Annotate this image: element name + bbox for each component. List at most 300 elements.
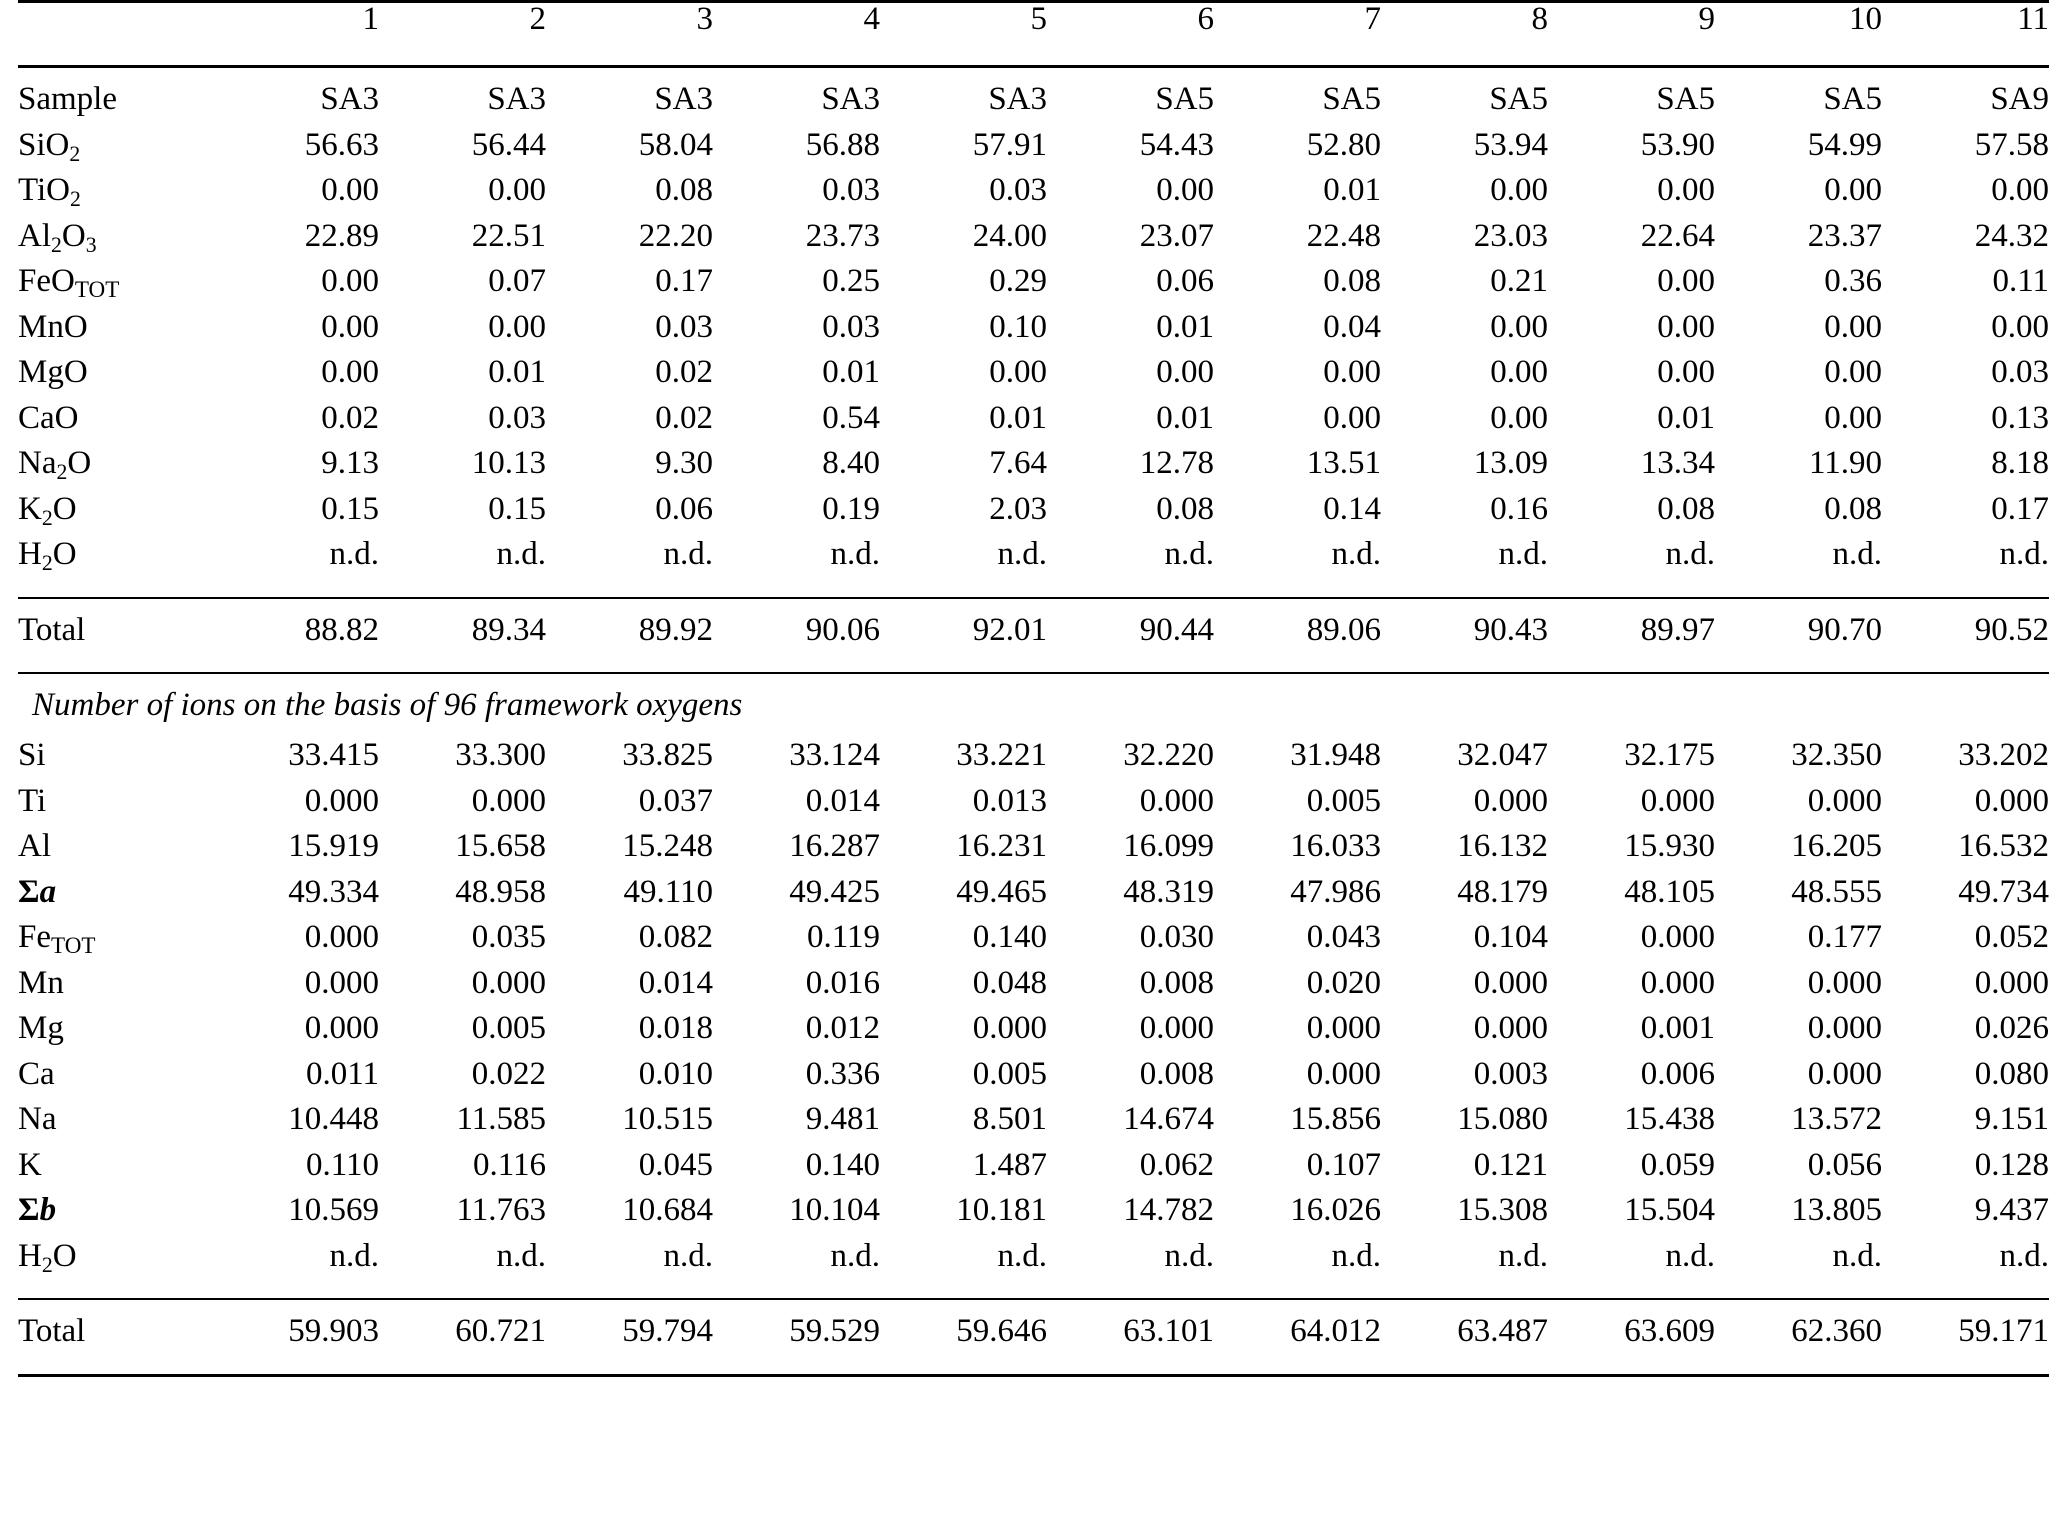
- cell-FeOTOT-col7: 0.08: [1323, 263, 1381, 299]
- row-label-Al: Al: [18, 828, 51, 864]
- cell-Si-col6: 32.220: [1123, 737, 1214, 773]
- cell-K-col5: 1.487: [972, 1146, 1047, 1183]
- cell-Σb-col10: 13.805: [1791, 1192, 1882, 1228]
- cell-FeOTOT-col6: 0.06: [1156, 263, 1214, 299]
- cell-MnO-col8: 0.00: [1490, 308, 1548, 345]
- cell-Al-col10: 16.205: [1791, 828, 1882, 864]
- cell-Na2O-col6: 12.78: [1139, 445, 1214, 481]
- cell-Σa-col9: 48.105: [1624, 873, 1715, 910]
- cell-Ca-col4: 0.336: [805, 1055, 880, 1092]
- cell-Total-col7: 64.012: [1290, 1313, 1381, 1349]
- cell-K2O-col9: 0.08: [1657, 490, 1715, 527]
- cell-K2O-col5: 2.03: [989, 490, 1047, 527]
- cell-Σa-col4: 49.425: [789, 873, 880, 910]
- cell-Ca-col9: 0.006: [1640, 1055, 1715, 1092]
- row-label-H2O: $H_2O$: [18, 1237, 77, 1277]
- cell-H2O-col8: n.d.: [1498, 536, 1548, 572]
- cell-K2O-col6: 0.08: [1156, 490, 1214, 527]
- cell-Sample-col6: SA5: [1155, 81, 1214, 117]
- cell-FeTOT-col10: 0.177: [1807, 919, 1882, 955]
- cell-Σa-col3: 49.110: [623, 873, 713, 910]
- row-label-FeOTOT: FeO$_{TOT}$: [18, 263, 120, 303]
- cell-FeTOT-col7: 0.043: [1306, 919, 1381, 955]
- cell-Σb-col6: 14.782: [1123, 1192, 1214, 1228]
- cell-TiO2-col10: 0.00: [1824, 172, 1882, 208]
- cell-Al2O3-col3: 22.20: [638, 217, 713, 254]
- cell-TiO2-col3: 0.08: [655, 172, 713, 208]
- cell-Al-col5: 16.231: [956, 828, 1047, 864]
- column-header-8: 8: [1531, 1, 1548, 37]
- cell-Sample-col7: SA5: [1322, 81, 1381, 117]
- cell-Ca-col6: 0.008: [1139, 1055, 1214, 1092]
- cell-Na-col3: 10.515: [622, 1101, 713, 1137]
- cell-Al2O3-col8: 23.03: [1473, 217, 1548, 254]
- ion-row-Mg: [18, 1012, 2049, 1058]
- ion-row-Mn: [18, 967, 2049, 1013]
- oxide-row-Na2O: [18, 447, 2049, 493]
- cell-K2O-col2: 0.15: [488, 490, 546, 527]
- cell-Mg-col1: 0.000: [304, 1010, 379, 1046]
- cell-H2O-col7: n.d.: [1331, 536, 1381, 572]
- cell-MgO-col5: 0.00: [989, 354, 1047, 390]
- cell-H2O-col1: n.d.: [329, 1237, 379, 1274]
- cell-FeTOT-col8: 0.104: [1473, 919, 1548, 955]
- cell-Total-col2: 60.721: [455, 1313, 546, 1349]
- cell-Total-col1: 59.903: [288, 1313, 379, 1349]
- cell-MnO-col1: 0.00: [321, 308, 379, 345]
- cell-FeOTOT-col3: 0.17: [655, 263, 713, 299]
- cell-H2O-col3: n.d.: [663, 536, 713, 572]
- cell-MnO-col9: 0.00: [1657, 308, 1715, 345]
- row-label-Σa: Σa: [18, 873, 57, 910]
- cell-Total-col8: 63.487: [1457, 1313, 1548, 1349]
- cell-FeTOT-col3: 0.082: [638, 919, 713, 955]
- cell-Total-col8: 90.43: [1473, 611, 1548, 648]
- cell-Si-col7: 31.948: [1290, 737, 1381, 773]
- cell-MgO-col11: 0.03: [1991, 354, 2049, 390]
- cell-Mg-col11: 0.026: [1974, 1010, 2049, 1046]
- cell-TiO2-col1: 0.00: [321, 172, 379, 208]
- cell-Ca-col10: 0.000: [1807, 1055, 1882, 1092]
- oxide-row-CaO: [18, 402, 2049, 448]
- column-header-6: 6: [1197, 1, 1214, 37]
- geochemistry-data-table: [18, 0, 2049, 1377]
- cell-Na2O-col2: 10.13: [471, 445, 546, 481]
- cell-Al-col7: 16.033: [1290, 828, 1381, 864]
- cell-Al-col4: 16.287: [789, 828, 880, 864]
- cell-Ti-col1: 0.000: [304, 782, 379, 819]
- cell-SiO2-col6: 54.43: [1139, 126, 1214, 163]
- cell-MgO-col6: 0.00: [1156, 354, 1214, 390]
- ions-section-header: Number of ions on the basis of 96 framework oxygens: [32, 687, 743, 723]
- cell-Na2O-col8: 13.09: [1473, 445, 1548, 481]
- cell-SiO2-col8: 53.94: [1473, 126, 1548, 163]
- cell-MgO-col7: 0.00: [1323, 354, 1381, 390]
- table-body: [18, 0, 2049, 1377]
- column-header-1: 1: [362, 1, 379, 37]
- column-header-11: 11: [2017, 1, 2049, 37]
- cell-Total-col9: 63.609: [1624, 1313, 1715, 1349]
- cell-TiO2-col11: 0.00: [1991, 172, 2049, 208]
- cell-Al2O3-col11: 24.32: [1974, 217, 2049, 254]
- cell-K2O-col8: 0.16: [1490, 490, 1548, 527]
- cell-K2O-col11: 0.17: [1991, 490, 2049, 527]
- cell-K-col9: 0.059: [1640, 1146, 1715, 1183]
- cell-Total-col2: 89.34: [471, 611, 546, 648]
- cell-Ti-col7: 0.005: [1306, 782, 1381, 819]
- cell-TiO2-col5: 0.03: [989, 172, 1047, 208]
- cell-CaO-col9: 0.01: [1657, 399, 1715, 436]
- cell-Na-col9: 15.438: [1624, 1101, 1715, 1137]
- cell-CaO-col4: 0.54: [822, 399, 880, 436]
- cell-Σa-col5: 49.465: [956, 873, 1047, 910]
- cell-MnO-col6: 0.01: [1156, 308, 1214, 345]
- row-label-Ca: Ca: [18, 1055, 55, 1092]
- cell-Ca-col8: 0.003: [1473, 1055, 1548, 1092]
- cell-Sample-col9: SA5: [1656, 81, 1715, 117]
- cell-Si-col11: 33.202: [1958, 737, 2049, 773]
- cell-CaO-col7: 0.00: [1323, 399, 1381, 436]
- cell-FeOTOT-col11: 0.11: [1992, 263, 2049, 299]
- cell-FeTOT-col9: 0.000: [1640, 919, 1715, 955]
- column-header-2: 2: [529, 1, 546, 37]
- cell-Al2O3-col5: 24.00: [972, 217, 1047, 254]
- cell-K2O-col7: 0.14: [1323, 490, 1381, 527]
- column-header-row: [18, 3, 2049, 65]
- cell-Σb-col11: 9.437: [1974, 1192, 2049, 1228]
- cell-H2O-col10: n.d.: [1832, 536, 1882, 572]
- cell-Σb-col8: 15.308: [1457, 1192, 1548, 1228]
- column-header-5: 5: [1030, 1, 1047, 37]
- cell-Total-col6: 63.101: [1123, 1313, 1214, 1349]
- cell-Na-col4: 9.481: [805, 1101, 880, 1137]
- cell-MgO-col8: 0.00: [1490, 354, 1548, 390]
- row-label-MgO: MgO: [18, 354, 88, 390]
- row-label-MnO: MnO: [18, 308, 88, 345]
- row-label-CaO: CaO: [18, 399, 79, 436]
- cell-Na2O-col1: 9.13: [321, 445, 379, 481]
- cell-Σa-col11: 49.734: [1958, 873, 2049, 910]
- ions-total-rule: [18, 1285, 2049, 1315]
- cell-H2O-col5: n.d.: [997, 1237, 1047, 1274]
- cell-Mg-col4: 0.012: [805, 1010, 880, 1046]
- cell-Ti-col11: 0.000: [1974, 782, 2049, 819]
- cell-Mg-col8: 0.000: [1473, 1010, 1548, 1046]
- cell-K-col3: 0.045: [638, 1146, 713, 1183]
- cell-K2O-col1: 0.15: [321, 490, 379, 527]
- cell-Sample-col10: SA5: [1823, 81, 1882, 117]
- cell-Total-col6: 90.44: [1139, 611, 1214, 648]
- cell-Al2O3-col6: 23.07: [1139, 217, 1214, 254]
- cell-TiO2-col8: 0.00: [1490, 172, 1548, 208]
- cell-Total-col7: 89.06: [1306, 611, 1381, 648]
- cell-Total-col11: 90.52: [1974, 611, 2049, 648]
- cell-Na2O-col3: 9.30: [655, 445, 713, 481]
- cell-TiO2-col2: 0.00: [488, 172, 546, 208]
- ion-row-Ti: [18, 785, 2049, 831]
- row-label-Al2O3: $Al_2O_3$: [18, 217, 97, 257]
- cell-FeOTOT-col5: 0.29: [989, 263, 1047, 299]
- cell-SiO2-col11: 57.58: [1974, 126, 2049, 163]
- cell-CaO-col3: 0.02: [655, 399, 713, 436]
- cell-Na-col7: 15.856: [1290, 1101, 1381, 1137]
- cell-Si-col4: 33.124: [789, 737, 880, 773]
- cell-Mn-col4: 0.016: [805, 964, 880, 1001]
- cell-CaO-col6: 0.01: [1156, 399, 1214, 436]
- cell-H2O-col9: n.d.: [1665, 536, 1715, 572]
- cell-K-col8: 0.121: [1473, 1146, 1548, 1183]
- cell-FeTOT-col6: 0.030: [1139, 919, 1214, 955]
- cell-Al-col6: 16.099: [1123, 828, 1214, 864]
- cell-Mn-col7: 0.020: [1306, 964, 1381, 1001]
- oxide-row-FeOTOT: [18, 265, 2049, 311]
- oxide-row-MnO: [18, 311, 2049, 357]
- cell-Si-col2: 33.300: [455, 737, 546, 773]
- cell-FeTOT-col2: 0.035: [471, 919, 546, 955]
- cell-Si-col1: 33.415: [288, 737, 379, 773]
- cell-H2O-col11: n.d.: [1999, 536, 2049, 572]
- cell-Sample-col1: SA3: [320, 81, 379, 117]
- cell-FeOTOT-col10: 0.36: [1824, 263, 1882, 299]
- row-label-Total: Total: [18, 611, 86, 648]
- cell-Total-col9: 89.97: [1640, 611, 1715, 648]
- cell-Mg-col10: 0.000: [1807, 1010, 1882, 1046]
- cell-FeOTOT-col8: 0.21: [1490, 263, 1548, 299]
- column-header-9: 9: [1698, 1, 1715, 37]
- cell-Σa-col8: 48.179: [1457, 873, 1548, 910]
- cell-MnO-col7: 0.04: [1323, 308, 1381, 345]
- cell-K-col4: 0.140: [805, 1146, 880, 1183]
- cell-MnO-col2: 0.00: [488, 308, 546, 345]
- oxide-row-MgO: [18, 356, 2049, 402]
- cell-FeOTOT-col9: 0.00: [1657, 263, 1715, 299]
- row-label-Σb: Σb: [18, 1192, 57, 1228]
- cell-Σb-col1: 10.569: [288, 1192, 379, 1228]
- cell-Total-col4: 90.06: [805, 611, 880, 648]
- cell-H2O-col10: n.d.: [1832, 1237, 1882, 1274]
- ion-row-FeTOT: [18, 921, 2049, 967]
- cell-SiO2-col3: 58.04: [638, 126, 713, 163]
- row-label-Sample: Sample: [18, 81, 117, 117]
- cell-Total-col3: 59.794: [622, 1313, 713, 1349]
- ion-row-Σb: [18, 1194, 2049, 1240]
- row-label-SiO2: SiO$_2$: [18, 126, 81, 166]
- cell-Al2O3-col7: 22.48: [1306, 217, 1381, 254]
- cell-K-col10: 0.056: [1807, 1146, 1882, 1183]
- cell-Sample-col4: SA3: [821, 81, 880, 117]
- cell-Mg-col3: 0.018: [638, 1010, 713, 1046]
- cell-Mn-col8: 0.000: [1473, 964, 1548, 1001]
- cell-MnO-col10: 0.00: [1824, 308, 1882, 345]
- cell-Σb-col7: 16.026: [1290, 1192, 1381, 1228]
- cell-Mg-col6: 0.000: [1139, 1010, 1214, 1046]
- row-label-Na2O: $Na_2O$: [18, 445, 92, 485]
- cell-Total-col10: 62.360: [1791, 1313, 1882, 1349]
- cell-Al2O3-col9: 22.64: [1640, 217, 1715, 254]
- column-header-10: 10: [1849, 1, 1882, 37]
- cell-Ca-col5: 0.005: [972, 1055, 1047, 1092]
- cell-Na-col8: 15.080: [1457, 1101, 1548, 1137]
- header-corner: [18, 3, 212, 65]
- cell-H2O-col4: n.d.: [830, 1237, 880, 1274]
- oxide-row-H2O: [18, 538, 2049, 584]
- cell-Σb-col2: 11.763: [456, 1192, 546, 1228]
- ions-section-header-row: [18, 689, 2049, 739]
- cell-Ca-col7: 0.000: [1306, 1055, 1381, 1092]
- cell-Na2O-col5: 7.64: [989, 445, 1047, 481]
- column-header-4: 4: [863, 1, 880, 37]
- cell-K2O-col4: 0.19: [822, 490, 880, 527]
- cell-MnO-col3: 0.03: [655, 308, 713, 345]
- row-label-Ti: Ti: [18, 782, 47, 819]
- cell-CaO-col1: 0.02: [321, 399, 379, 436]
- cell-Si-col5: 33.221: [956, 737, 1047, 773]
- oxide-row-TiO2: [18, 174, 2049, 220]
- cell-Sample-col8: SA5: [1489, 81, 1548, 117]
- row-label-FeTOT: $Fe_{TOT}$: [18, 919, 96, 959]
- cell-H2O-col6: n.d.: [1164, 1237, 1214, 1274]
- cell-K-col1: 0.110: [305, 1146, 379, 1183]
- cell-Mg-col2: 0.005: [471, 1010, 546, 1046]
- cell-Σb-col5: 10.181: [956, 1192, 1047, 1228]
- cell-K2O-col10: 0.08: [1824, 490, 1882, 527]
- cell-Sample-col5: SA3: [988, 81, 1047, 117]
- cell-Σb-col9: 15.504: [1624, 1192, 1715, 1228]
- sample-row: [18, 83, 2049, 129]
- cell-Mg-col7: 0.000: [1306, 1010, 1381, 1046]
- cell-Mn-col10: 0.000: [1807, 964, 1882, 1001]
- cell-H2O-col2: n.d.: [496, 536, 546, 572]
- column-header-7: 7: [1364, 1, 1381, 37]
- cell-Total-col5: 92.01: [972, 611, 1047, 648]
- cell-H2O-col1: n.d.: [329, 536, 379, 572]
- cell-TiO2-col7: 0.01: [1323, 172, 1381, 208]
- cell-Ca-col1: 0.011: [305, 1055, 379, 1092]
- cell-FeTOT-col11: 0.052: [1974, 919, 2049, 955]
- cell-Na-col5: 8.501: [972, 1101, 1047, 1137]
- row-label-H2O: $H_2O$: [18, 536, 77, 576]
- cell-CaO-col8: 0.00: [1490, 399, 1548, 436]
- cell-Na-col10: 13.572: [1791, 1101, 1882, 1137]
- ion-row-Σa: [18, 876, 2049, 922]
- cell-FeOTOT-col1: 0.00: [321, 263, 379, 299]
- cell-TiO2-col9: 0.00: [1657, 172, 1715, 208]
- cell-MgO-col2: 0.01: [488, 354, 546, 390]
- cell-MgO-col10: 0.00: [1824, 354, 1882, 390]
- cell-Σa-col7: 47.986: [1290, 873, 1381, 910]
- row-label-K2O: $K_2O$: [18, 490, 77, 530]
- cell-K-col11: 0.128: [1974, 1146, 2049, 1183]
- cell-FeOTOT-col2: 0.07: [488, 263, 546, 299]
- ion-row-Al: [18, 830, 2049, 876]
- row-label-Mn: Mn: [18, 964, 64, 1001]
- cell-Total-col1: 88.82: [304, 611, 379, 648]
- cell-CaO-col2: 0.03: [488, 399, 546, 436]
- cell-Sample-col2: SA3: [487, 81, 546, 117]
- cell-Na-col11: 9.151: [1974, 1101, 2049, 1137]
- horizontal-rule: [18, 1374, 2049, 1377]
- cell-Mn-col9: 0.000: [1640, 964, 1715, 1001]
- cell-FeTOT-col1: 0.000: [304, 919, 379, 955]
- cell-K-col6: 0.062: [1139, 1146, 1214, 1183]
- cell-SiO2-col4: 56.88: [805, 126, 880, 163]
- cell-MgO-col3: 0.02: [655, 354, 713, 390]
- cell-Mn-col3: 0.014: [638, 964, 713, 1001]
- oxide-total-rule: [18, 584, 2049, 614]
- oxide-total-row: [18, 614, 2049, 660]
- cell-Mg-col5: 0.000: [972, 1010, 1047, 1046]
- cell-CaO-col11: 0.13: [1991, 399, 2049, 436]
- cell-Total-col3: 89.92: [638, 611, 713, 648]
- cell-TiO2-col6: 0.00: [1156, 172, 1214, 208]
- cell-CaO-col10: 0.00: [1824, 399, 1882, 436]
- cell-Al-col3: 15.248: [622, 828, 713, 864]
- cell-K2O-col3: 0.06: [655, 490, 713, 527]
- cell-Na-col6: 14.674: [1123, 1101, 1214, 1137]
- cell-Ca-col2: 0.022: [471, 1055, 546, 1092]
- cell-Total-col10: 90.70: [1807, 611, 1882, 648]
- cell-CaO-col5: 0.01: [989, 399, 1047, 436]
- cell-H2O-col3: n.d.: [663, 1237, 713, 1274]
- cell-MnO-col11: 0.00: [1991, 308, 2049, 345]
- cell-Al-col9: 15.930: [1624, 828, 1715, 864]
- cell-Ti-col5: 0.013: [972, 782, 1047, 819]
- ions-section-rule: [18, 659, 2049, 689]
- oxide-row-Al2O3: [18, 220, 2049, 266]
- cell-Mn-col5: 0.048: [972, 964, 1047, 1001]
- cell-SiO2-col2: 56.44: [471, 126, 546, 163]
- cell-MgO-col1: 0.00: [321, 354, 379, 390]
- oxide-row-SiO2: [18, 129, 2049, 175]
- cell-H2O-col8: n.d.: [1498, 1237, 1548, 1274]
- cell-Total-col4: 59.529: [789, 1313, 880, 1349]
- cell-Ti-col8: 0.000: [1473, 782, 1548, 819]
- cell-Si-col9: 32.175: [1624, 737, 1715, 773]
- cell-SiO2-col9: 53.90: [1640, 126, 1715, 163]
- bottom-rule: [18, 1361, 2049, 1377]
- cell-Ti-col2: 0.000: [471, 782, 546, 819]
- cell-Mn-col2: 0.000: [471, 964, 546, 1001]
- row-label-Si: Si: [18, 737, 46, 773]
- cell-Al2O3-col2: 22.51: [471, 217, 546, 254]
- cell-Al2O3-col10: 23.37: [1807, 217, 1882, 254]
- cell-Al-col8: 16.132: [1457, 828, 1548, 864]
- ion-row-K: [18, 1149, 2049, 1195]
- cell-Σa-col1: 49.334: [288, 873, 379, 910]
- row-label-K: K: [18, 1146, 42, 1183]
- ion-row-Ca: [18, 1058, 2049, 1104]
- cell-FeTOT-col4: 0.119: [806, 919, 880, 955]
- row-label-Total: Total: [18, 1313, 86, 1349]
- cell-Na2O-col9: 13.34: [1640, 445, 1715, 481]
- ion-row-H2O: [18, 1240, 2049, 1286]
- cell-Na-col2: 11.585: [456, 1101, 546, 1137]
- cell-MnO-col4: 0.03: [822, 308, 880, 345]
- cell-H2O-col6: n.d.: [1164, 536, 1214, 572]
- cell-FeTOT-col5: 0.140: [972, 919, 1047, 955]
- cell-MgO-col4: 0.01: [822, 354, 880, 390]
- cell-MnO-col5: 0.10: [989, 308, 1047, 345]
- cell-Al-col11: 16.532: [1958, 828, 2049, 864]
- cell-FeOTOT-col4: 0.25: [822, 263, 880, 299]
- cell-H2O-col4: n.d.: [830, 536, 880, 572]
- cell-Ca-col11: 0.080: [1974, 1055, 2049, 1092]
- cell-Σa-col2: 48.958: [455, 873, 546, 910]
- cell-Al-col2: 15.658: [455, 828, 546, 864]
- cell-Na2O-col7: 13.51: [1306, 445, 1381, 481]
- cell-Na2O-col4: 8.40: [822, 445, 880, 481]
- cell-Total-col5: 59.646: [956, 1313, 1047, 1349]
